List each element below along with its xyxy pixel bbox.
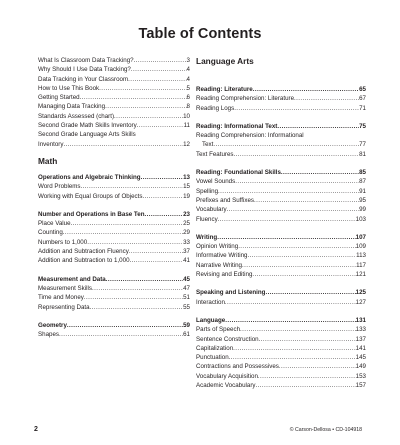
- dot-leader: [229, 353, 356, 362]
- toc-entry-title: Informative Writing: [196, 252, 248, 260]
- toc-page-number: 19: [183, 192, 190, 200]
- toc-entry-title: Operations and Algebraic Thinking: [38, 173, 141, 181]
- dot-leader: [114, 112, 183, 121]
- toc-entry-title: Text Features: [196, 150, 234, 158]
- dot-leader: [141, 173, 184, 182]
- dot-leader: [144, 210, 183, 219]
- toc-entry-title: Reading Logs: [196, 104, 235, 112]
- dot-leader: [92, 284, 183, 293]
- section-heading: Language Arts: [196, 56, 254, 66]
- dot-leader: [130, 256, 184, 265]
- toc-page-number: 113: [356, 252, 366, 260]
- dot-leader: [234, 104, 359, 113]
- toc-entry[interactable]: [38, 121, 190, 130]
- toc-page-number: 6: [186, 94, 190, 102]
- dot-leader: [90, 303, 184, 312]
- toc-page-number: 137: [355, 335, 366, 343]
- toc-page-number: 33: [183, 238, 190, 246]
- toc-page-number: 5: [186, 84, 190, 92]
- toc-page-number: 91: [359, 187, 366, 195]
- toc-entry-title: Working with Equal Groups of Objects: [38, 192, 143, 200]
- toc-page-number: 45: [183, 275, 190, 283]
- dot-leader: [247, 251, 356, 260]
- dot-leader: [81, 182, 184, 191]
- toc-entry[interactable]: [196, 353, 366, 362]
- toc-page-number: 15: [183, 183, 190, 191]
- spacer: [196, 307, 366, 316]
- toc-entry[interactable]: [196, 94, 366, 103]
- toc-entry-title: Why Should I Use Data Tracking?: [38, 66, 131, 74]
- toc-subsection[interactable]: [38, 275, 190, 284]
- toc-entry[interactable]: [196, 298, 366, 307]
- dot-leader: [67, 321, 183, 330]
- toc-subsection[interactable]: [196, 85, 366, 94]
- toc-column-left: [38, 56, 190, 339]
- toc-entry-title: What Is Classroom Data Tracking?: [38, 57, 134, 64]
- dot-leader: [213, 140, 359, 149]
- toc-entry-title: Time and Money: [38, 294, 84, 302]
- dot-leader: [233, 150, 359, 159]
- toc-page-number: 81: [359, 150, 366, 158]
- spacer: [196, 279, 366, 288]
- dot-leader: [281, 168, 359, 177]
- spacer: [38, 266, 190, 275]
- spacer: [196, 113, 366, 122]
- toc-page-number: 75: [359, 122, 366, 130]
- dot-leader: [84, 293, 183, 302]
- toc-entry-title: Number and Operations in Base Ten: [38, 210, 145, 218]
- toc-page-number: 8: [186, 103, 190, 111]
- toc-entry-title: Sentence Construction: [196, 335, 259, 343]
- toc-entry[interactable]: [38, 65, 190, 74]
- dot-leader: [59, 330, 183, 339]
- toc-page-number: 99: [359, 206, 366, 214]
- toc-entry-title: Addition and Subtraction Fluency: [38, 248, 129, 256]
- dot-leader: [252, 270, 355, 279]
- dot-leader: [253, 85, 359, 94]
- dot-leader: [87, 238, 183, 247]
- dot-leader: [227, 205, 359, 214]
- dot-leader: [279, 362, 356, 371]
- toc-entry-title: Vowel Sounds: [196, 178, 236, 186]
- dot-leader: [218, 187, 359, 196]
- dot-leader: [106, 275, 183, 284]
- toc-entry[interactable]: [196, 261, 366, 270]
- toc-entry[interactable]: [38, 102, 190, 111]
- dot-leader: [218, 215, 356, 224]
- toc-entry[interactable]: [196, 251, 366, 260]
- toc-entry[interactable]: [38, 112, 190, 121]
- dot-leader: [217, 233, 355, 242]
- dot-leader: [259, 335, 356, 344]
- toc-page-number: 141: [355, 344, 366, 352]
- toc-subsection[interactable]: [196, 122, 366, 131]
- toc-page-number: 4: [186, 66, 190, 74]
- spacer: [196, 159, 366, 168]
- toc-entry-title: Narrative Writing: [196, 261, 242, 269]
- toc-page-number: 77: [359, 141, 366, 149]
- dot-leader: [129, 247, 183, 256]
- toc-page-number: 67: [359, 95, 366, 103]
- toc-subsection[interactable]: [38, 321, 190, 330]
- toc-entry[interactable]: [38, 93, 190, 102]
- toc-entry[interactable]: [38, 75, 190, 84]
- toc-entry-title: Numbers to 1,000: [38, 238, 88, 246]
- page-title: Table of Contents: [138, 26, 262, 42]
- dot-leader: [258, 372, 356, 381]
- toc-page-number: 51: [183, 294, 190, 302]
- toc-page-number: 65: [359, 86, 366, 93]
- toc-page-number: 121: [355, 271, 366, 279]
- toc-entry-title: Parts of Speech: [196, 326, 241, 334]
- toc-entry[interactable]: [38, 284, 190, 293]
- copyright-notice: © Carson-Dellosa • CD-104918: [289, 427, 362, 433]
- toc-entry-title: Data Tracking in Your Classroom: [38, 75, 129, 83]
- dot-leader: [277, 122, 359, 131]
- toc-entry-title: Text: [202, 141, 214, 149]
- toc-entry-title: Reading: Foundational Skills: [196, 169, 281, 177]
- dot-leader: [63, 140, 183, 149]
- toc-entry[interactable]: [196, 205, 366, 214]
- toc-subsection[interactable]: [196, 233, 366, 242]
- dot-leader: [238, 242, 355, 251]
- toc-page-number: 47: [183, 284, 190, 292]
- toc-entry[interactable]: [38, 219, 190, 228]
- toc-entry[interactable]: [196, 270, 366, 279]
- toc-entry[interactable]: [196, 104, 366, 113]
- dot-leader: [242, 261, 356, 270]
- toc-entry-title: Academic Vocabulary: [196, 382, 256, 390]
- toc-entry[interactable]: [38, 228, 190, 237]
- toc-entry-title: Prefixes and Suffixes: [196, 196, 255, 204]
- toc-page-number: 125: [355, 289, 366, 297]
- toc-entry-title: Reading: Literature: [196, 86, 253, 93]
- toc-entry-title: How to Use This Book: [38, 84, 100, 92]
- toc-entry-title: Revising and Editing: [196, 271, 253, 279]
- toc-page-number: 3: [186, 57, 190, 64]
- toc-entry-title: Reading: Informational Text: [196, 122, 278, 130]
- section-heading: Math: [38, 155, 58, 166]
- toc-page-number: 11: [183, 122, 190, 130]
- page-number: 2: [34, 426, 38, 433]
- spacer: [38, 312, 190, 321]
- dot-leader: [71, 219, 184, 228]
- toc-entry-title: Capitalization: [196, 344, 234, 352]
- spacer: [196, 224, 366, 233]
- toc-entry-line: Reading Comprehension: Informational: [196, 132, 304, 140]
- toc-entry-line: Second Grade Language Arts Skills: [38, 131, 136, 139]
- toc-subsection[interactable]: [38, 173, 190, 182]
- toc-column-right: [196, 56, 366, 390]
- dot-leader: [80, 93, 187, 102]
- dot-leader: [134, 56, 187, 65]
- toc-entry-title: Punctuation: [196, 354, 229, 362]
- dot-leader: [142, 192, 183, 201]
- dot-leader: [128, 75, 186, 84]
- toc-entry-title: Spelling: [196, 187, 219, 195]
- toc-page-number: 37: [183, 248, 190, 256]
- toc-entry-title: Shapes: [38, 331, 59, 339]
- toc-entry[interactable]: [196, 344, 366, 353]
- toc-entry[interactable]: [196, 215, 366, 224]
- dot-leader: [254, 196, 359, 205]
- toc-page-number: 145: [355, 354, 366, 362]
- toc-entry-title: Measurement Skills: [38, 284, 92, 292]
- toc-entry-title: Fluency: [196, 215, 218, 223]
- toc-entry-title: Word Problems: [38, 183, 81, 191]
- toc-entry[interactable]: [38, 238, 190, 247]
- toc-page-number: 13: [183, 173, 190, 181]
- toc-page-number: 149: [355, 363, 366, 371]
- toc-entry-title: Opinion Writing: [196, 243, 239, 251]
- toc-entry[interactable]: [196, 150, 366, 159]
- spacer: [38, 201, 190, 210]
- toc-entry[interactable]: [38, 303, 190, 312]
- toc-entry[interactable]: [38, 293, 190, 302]
- toc-entry[interactable]: [38, 140, 190, 149]
- toc-entry[interactable]: [196, 177, 366, 186]
- toc-entry[interactable]: [38, 56, 190, 65]
- toc-page-number: 71: [359, 104, 366, 112]
- dot-leader: [105, 102, 186, 111]
- dot-leader: [233, 344, 356, 353]
- toc-entry-title: Speaking and Listening: [196, 289, 266, 297]
- toc-entry-title: Vocabulary Acquisition: [196, 372, 258, 380]
- toc-subsection[interactable]: [196, 168, 366, 177]
- toc-entry-title: Inventory: [38, 140, 64, 148]
- toc-page-number: 4: [186, 75, 190, 83]
- dot-leader: [235, 177, 359, 186]
- dot-leader: [63, 228, 183, 237]
- toc-page-number: 117: [356, 261, 366, 269]
- toc-page-number: 127: [355, 298, 366, 306]
- toc-page-number: 87: [359, 178, 366, 186]
- dot-leader: [256, 381, 356, 390]
- toc-entry-title: Writing: [196, 233, 218, 241]
- spacer: [38, 149, 190, 156]
- toc-page-number: 61: [183, 331, 190, 339]
- toc-entry-title: Measurement and Data: [38, 275, 106, 283]
- toc-page-number: 55: [183, 303, 190, 311]
- toc-entry[interactable]: [196, 335, 366, 344]
- toc-page-number: 12: [183, 140, 190, 148]
- toc-entry-title: Second Grade Math Skills Inventory: [38, 122, 137, 130]
- toc-entry[interactable]: [196, 362, 366, 371]
- dot-leader: [137, 121, 184, 130]
- toc-entry-title: Reading Comprehension: Literature: [196, 95, 295, 103]
- dot-leader: [294, 94, 359, 103]
- toc-entry[interactable]: [38, 330, 190, 339]
- toc-page-number: 59: [183, 321, 190, 329]
- dot-leader: [225, 316, 355, 325]
- toc-entry[interactable]: [38, 84, 190, 93]
- toc-page-number: 153: [355, 372, 366, 380]
- toc-entry-title: Standards Assessed (chart): [38, 112, 115, 120]
- toc-entry[interactable]: [196, 196, 366, 205]
- toc-entry[interactable]: [196, 381, 366, 390]
- toc-page-number: 25: [183, 220, 190, 228]
- toc-page-number: 133: [355, 326, 366, 334]
- toc-entry-title: Place Value: [38, 220, 71, 228]
- toc-entry-title: Addition and Subtraction to 1,000: [38, 257, 130, 265]
- toc-entry[interactable]: [196, 140, 366, 149]
- toc-page-number: 95: [359, 196, 366, 204]
- toc-entry[interactable]: [38, 256, 190, 265]
- toc-entry-title: Geometry: [38, 321, 67, 329]
- dot-leader: [99, 84, 186, 93]
- toc-entry-title: Interaction: [196, 298, 225, 306]
- toc-entry-title: Managing Data Tracking: [38, 103, 106, 111]
- dot-leader: [225, 298, 356, 307]
- toc-entry-title: Contractions and Possessives: [196, 363, 279, 371]
- toc-subsection[interactable]: [38, 210, 190, 219]
- toc-page-number: 29: [183, 229, 190, 237]
- toc-entry[interactable]: [38, 247, 190, 256]
- toc-entry-title: Representing Data: [38, 303, 90, 311]
- toc-entry[interactable]: [38, 182, 190, 191]
- toc-entry[interactable]: [196, 187, 366, 196]
- dot-leader: [240, 325, 356, 334]
- toc-page-number: 131: [355, 316, 366, 324]
- toc-page-number: 23: [183, 210, 190, 218]
- toc-page-number: 85: [359, 169, 366, 177]
- toc-page-number: 10: [183, 112, 190, 120]
- toc-entry[interactable]: [196, 325, 366, 334]
- toc-page-number: 107: [355, 233, 366, 241]
- toc-page-number: 41: [183, 257, 190, 265]
- toc-subsection[interactable]: [196, 288, 366, 297]
- toc-entry-title: Counting: [38, 229, 63, 237]
- toc-entry-title: Getting Started: [38, 94, 80, 102]
- dot-leader: [265, 288, 355, 297]
- toc-page-number: 157: [355, 382, 366, 390]
- spacer: [196, 67, 366, 85]
- toc-entry[interactable]: [38, 192, 190, 201]
- toc-page-number: 103: [355, 215, 366, 223]
- toc-entry-title: Language: [196, 316, 226, 324]
- toc-subsection[interactable]: [196, 316, 366, 325]
- toc-entry-title: Vocabulary: [196, 206, 227, 214]
- toc-entry[interactable]: [196, 242, 366, 251]
- dot-leader: [131, 65, 187, 74]
- toc-page-number: 109: [355, 243, 366, 251]
- toc-entry[interactable]: [196, 372, 366, 381]
